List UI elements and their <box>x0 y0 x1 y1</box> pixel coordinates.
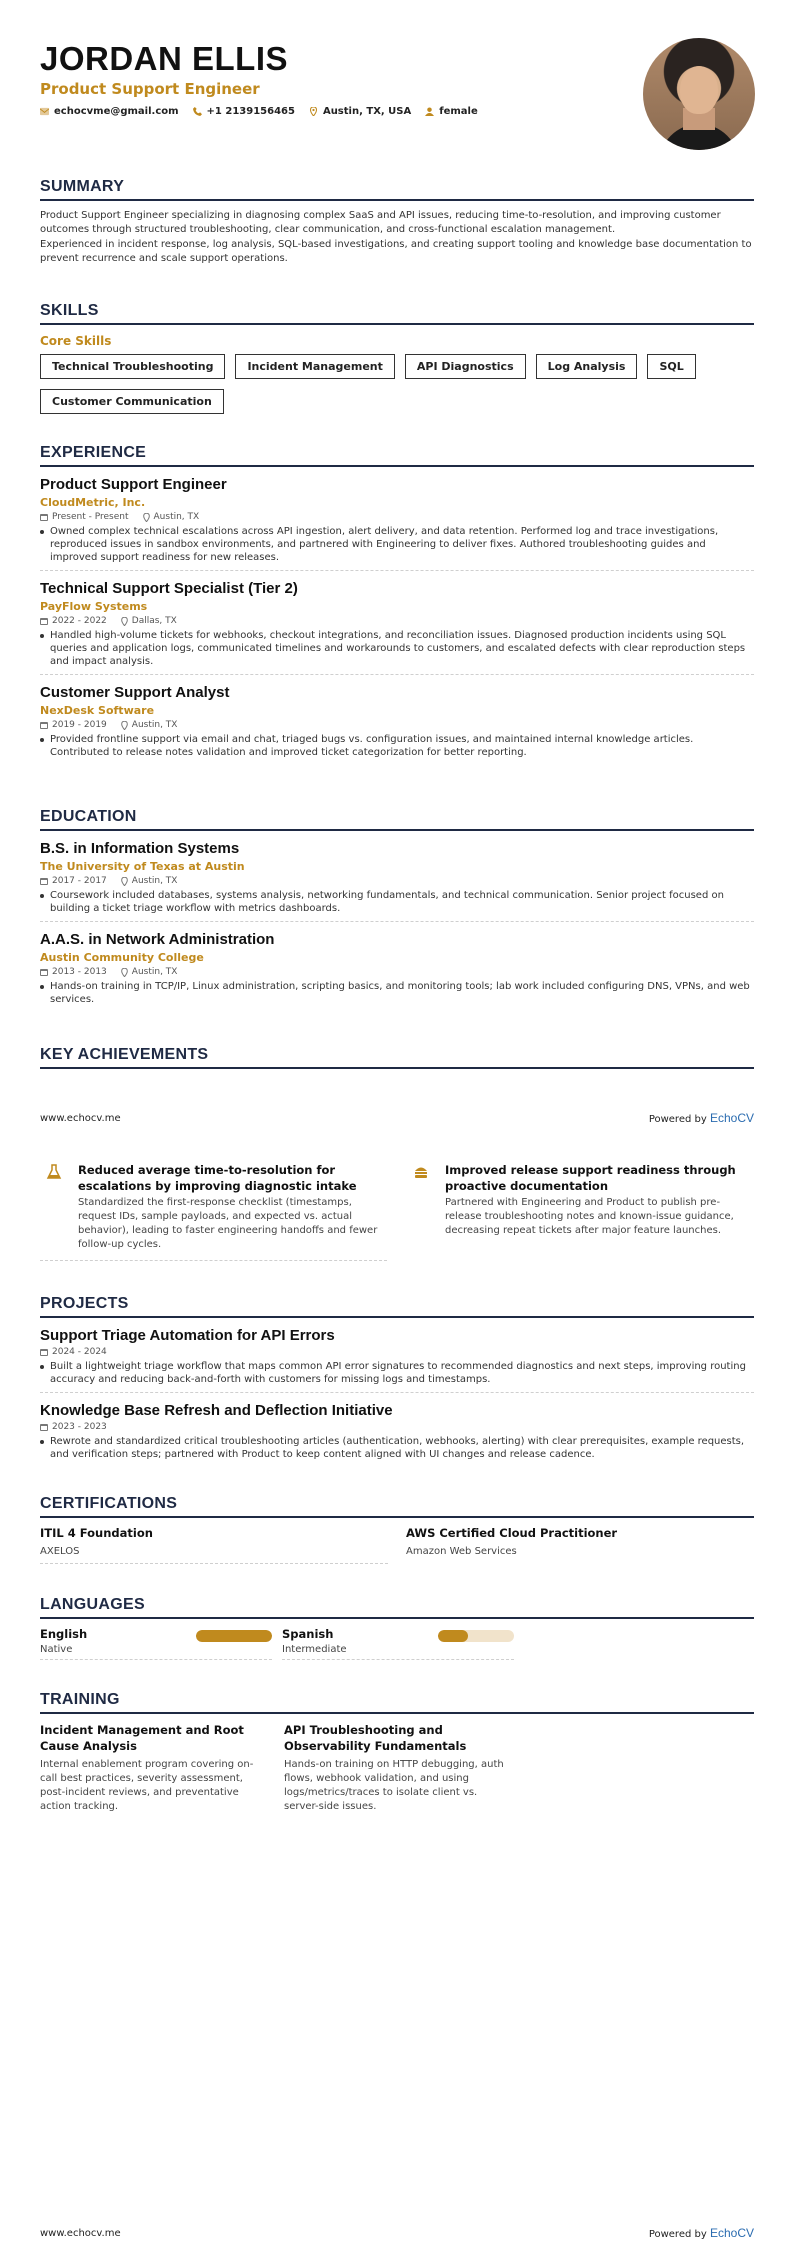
experience-bullet-text: Handled high-volume tickets for webhooks, checkout integrations, and reconciliation issues. Diagnosed production incidents using SQL queries and application logs, communicated timelines and workarounds to customers, and escalated defects with clear reproduction steps and impact analysis. <box>50 630 746 667</box>
achievements-grid <box>40 1156 754 1261</box>
training-item <box>40 1722 268 1814</box>
experience-title: Technical Support Specialist (Tier 2) <box>40 580 298 597</box>
languages-grid <box>40 1627 754 1660</box>
project-bullet <box>40 1360 754 1386</box>
skill-tags <box>40 354 754 414</box>
footer-powered-2: Powered by EchoCV <box>648 2226 754 2240</box>
bullet-dot <box>40 985 44 989</box>
education-list <box>40 840 754 1012</box>
language-level: Intermediate <box>282 1644 347 1655</box>
map-pin-icon <box>309 107 318 116</box>
contact-row <box>40 106 640 117</box>
project-dates-text: 2024 - 2024 <box>52 1347 107 1357</box>
achievement-description: Standardized the first-response checklist (timestamps, request IDs, sample payloads, and expected vs. actual behavior), leading to faster engineering handoffs and fewer follow-up cycles. <box>78 1197 378 1250</box>
achievement-text <box>445 1162 754 1253</box>
experience-location-text: Austin, TX <box>131 720 178 730</box>
experience-dates-text: 2019 - 2019 <box>52 720 107 730</box>
project-dates-text: 2023 - 2023 <box>52 1422 107 1432</box>
experience-bullet <box>40 733 754 759</box>
education-title: A.A.S. in Network Administration <box>40 931 275 948</box>
calendar-icon <box>40 877 48 885</box>
language-text <box>282 1627 347 1655</box>
experience-title: Product Support Engineer <box>40 476 227 493</box>
proficiency-bar <box>438 1630 514 1642</box>
bullet-dot <box>40 634 44 638</box>
skill-tag: Technical Troubleshooting <box>40 354 225 379</box>
project-meta <box>40 1422 754 1432</box>
education-location-text: Austin, TX <box>131 967 178 977</box>
project-title: Knowledge Base Refresh and Deflection Initiative <box>40 1402 393 1419</box>
achievement-text <box>78 1162 387 1252</box>
certifications-grid <box>40 1526 754 1564</box>
map-pin-icon <box>143 513 150 522</box>
bullet-dot <box>40 1440 44 1444</box>
education-dates-text: 2017 - 2017 <box>52 876 107 886</box>
experience-bullet <box>40 629 754 668</box>
location-text: Austin, TX, USA <box>322 106 412 117</box>
bullet-dot <box>40 1365 44 1369</box>
phone-contact[interactable] <box>193 106 295 117</box>
phone-text: +1 2139156465 <box>206 106 295 117</box>
education-location-text: Austin, TX <box>131 876 178 886</box>
calendar-icon <box>40 1423 48 1431</box>
languages-heading: LANGUAGES <box>40 1596 754 1619</box>
project-title: Support Triage Automation for API Errors <box>40 1327 335 1344</box>
page-footer-2 <box>40 2226 754 2240</box>
language-item <box>40 1627 272 1660</box>
education-heading: EDUCATION <box>40 808 754 831</box>
languages-section <box>40 1596 754 1660</box>
footer-powered: Powered by EchoCV <box>648 1111 754 1125</box>
experience-organization: PayFlow Systems <box>40 600 148 613</box>
bullet-dot <box>40 530 44 534</box>
skill-tag: API Diagnostics <box>405 354 526 379</box>
envelope-icon <box>40 107 49 116</box>
education-dates-text: 2013 - 2013 <box>52 967 107 977</box>
skills-section <box>40 302 754 414</box>
footer-site[interactable]: www.echocv.me <box>40 1112 121 1124</box>
gender-contact <box>425 106 478 117</box>
gender-text: female <box>439 106 478 117</box>
certifications-section <box>40 1495 754 1564</box>
skill-tag: Customer Communication <box>40 389 224 414</box>
education-location <box>121 876 178 886</box>
summary-paragraph-1: Product Support Engineer specializing in diagnosing complex SaaS and API issues, reducing time-to-resolution, and improving customer outcomes through structured troubleshooting, clear communication, and cross-functional escalation management. <box>40 210 721 235</box>
certification-title: ITIL 4 Foundation <box>40 1526 153 1540</box>
achievements-section <box>40 1046 754 1069</box>
experience-location <box>121 720 178 730</box>
project-dates <box>40 1422 107 1432</box>
calendar-icon <box>40 968 48 976</box>
education-section <box>40 808 754 1012</box>
training-description: Hands-on training on HTTP debugging, auth flows, webhook validation, and using logs/metrics/traces to isolate client vs. server-side issues. <box>284 1759 504 1812</box>
footer-brand[interactable]: EchoCV <box>709 1111 754 1125</box>
education-bullet <box>40 980 754 1006</box>
project-bullet <box>40 1435 754 1461</box>
experience-section <box>40 444 754 765</box>
calendar-icon <box>40 721 48 729</box>
burger-icon <box>413 1162 433 1253</box>
proficiency-fill <box>196 1630 272 1642</box>
language-item <box>282 1627 514 1660</box>
experience-location <box>143 512 200 522</box>
projects-section <box>40 1295 754 1467</box>
experience-bullet-text: Provided frontline support via email and chat, triaged bugs vs. configuration issues, and maintained internal knowledge articles. Contributed to release notes validation and improved ticket categorization for better reporting. <box>50 734 694 758</box>
candidate-name: JORDAN ELLIS <box>40 40 289 77</box>
profile-photo <box>643 38 755 150</box>
calendar-icon <box>40 617 48 625</box>
achievement-title: Improved release support readiness through proactive documentation <box>445 1163 736 1193</box>
experience-title: Customer Support Analyst <box>40 684 230 701</box>
experience-heading: EXPERIENCE <box>40 444 754 467</box>
experience-dates <box>40 512 129 522</box>
projects-heading: PROJECTS <box>40 1295 754 1318</box>
language-text <box>40 1627 87 1655</box>
education-organization: Austin Community College <box>40 951 204 964</box>
proficiency-bar <box>196 1630 272 1642</box>
certification-issuer: Amazon Web Services <box>406 1546 517 1557</box>
proficiency-fill <box>438 1630 468 1642</box>
education-dates <box>40 876 107 886</box>
email-contact[interactable] <box>40 106 179 117</box>
experience-entry <box>40 476 754 571</box>
map-pin-icon <box>121 968 128 977</box>
bullet-dot <box>40 894 44 898</box>
experience-dates-text: 2022 - 2022 <box>52 616 107 626</box>
education-organization: The University of Texas at Austin <box>40 860 245 873</box>
education-meta <box>40 967 754 977</box>
experience-meta <box>40 616 754 626</box>
education-entry <box>40 931 754 1012</box>
education-title: B.S. in Information Systems <box>40 840 240 857</box>
calendar-icon <box>40 1348 48 1356</box>
achievement-card <box>407 1156 754 1261</box>
language-level: Native <box>40 1644 73 1655</box>
project-dates <box>40 1347 107 1357</box>
training-title: Incident Management and Root Cause Analysis <box>40 1723 244 1753</box>
project-entry <box>40 1327 754 1393</box>
experience-dates-text: Present - Present <box>52 512 129 522</box>
skill-tag: Log Analysis <box>536 354 638 379</box>
language-name: English <box>40 1627 88 1641</box>
experience-dates <box>40 720 107 730</box>
person-icon <box>425 107 434 116</box>
certifications-heading: CERTIFICATIONS <box>40 1495 754 1518</box>
footer-site-2[interactable]: www.echocv.me <box>40 2227 121 2239</box>
experience-meta <box>40 512 754 522</box>
map-pin-icon <box>121 617 128 626</box>
certification-issuer: AXELOS <box>40 1546 80 1557</box>
bullet-dot <box>40 738 44 742</box>
achievement-card <box>40 1156 387 1261</box>
achievement-title: Reduced average time-to-resolution for escalations by improving diagnostic intake <box>78 1163 357 1193</box>
training-description: Internal enablement program covering on-call best practices, severity assessment, post-incident reviews, and preventative action tracking. <box>40 1759 254 1812</box>
achievement-description: Partnered with Engineering and Product to publish pre-release troubleshooting notes and known-issue guidance, decreasing repeat tickets after major feature launches. <box>445 1197 734 1236</box>
project-meta <box>40 1347 754 1357</box>
experience-organization: NexDesk Software <box>40 704 155 717</box>
education-entry <box>40 840 754 922</box>
project-entry <box>40 1402 754 1467</box>
experience-list <box>40 476 754 765</box>
skill-tag: SQL <box>647 354 695 379</box>
certification-card <box>406 1526 754 1564</box>
phone-icon <box>193 107 202 116</box>
experience-entry <box>40 684 754 765</box>
achievements-grid-wrap <box>40 1156 754 1261</box>
language-name: Spanish <box>282 1627 334 1641</box>
training-section <box>40 1691 754 1814</box>
certification-title: AWS Certified Cloud Practitioner <box>406 1526 618 1540</box>
email-text: echocvme@gmail.com <box>54 106 179 117</box>
summary-paragraph-2: Experienced in incident response, log analysis, SQL-based investigations, and creating support tooling and knowledge base documentation to prevent recurrence and scale support operations. <box>40 239 752 264</box>
summary-heading: SUMMARY <box>40 178 754 201</box>
experience-bullet-text: Owned complex technical escalations across API ingestion, alert delivery, and data retention. Performed log and trace investigations, reproduced issues in sandbox environments, and partnered with Engineering to deliver fixes. Authored troubleshooting guides and improved support readiness for new releases. <box>50 526 719 563</box>
project-bullet-text: Rewrote and standardized critical troubleshooting articles (authentication, webhooks, alerting) with clear prerequisites, example requests, and verification steps; partnered with Product to keep content aligned with UI changes and release cadence. <box>50 1436 745 1460</box>
resume-header <box>40 40 640 117</box>
training-grid <box>40 1722 754 1814</box>
experience-location-text: Austin, TX <box>153 512 200 522</box>
skills-group-label: Core Skills <box>40 334 112 348</box>
education-meta <box>40 876 754 886</box>
certification-card <box>40 1526 388 1564</box>
training-title: API Troubleshooting and Observability Fundamentals <box>284 1723 467 1753</box>
experience-meta <box>40 720 754 730</box>
skills-heading: SKILLS <box>40 302 754 325</box>
calendar-icon <box>40 513 48 521</box>
training-item <box>284 1722 512 1814</box>
experience-location-text: Dallas, TX <box>131 616 177 626</box>
education-location <box>121 967 178 977</box>
education-bullet <box>40 889 754 915</box>
page-footer-1 <box>40 1111 754 1125</box>
candidate-role: Product Support Engineer <box>40 80 260 98</box>
projects-list <box>40 1327 754 1467</box>
location-contact <box>309 106 411 117</box>
experience-entry <box>40 580 754 675</box>
education-bullet-text: Hands-on training in TCP/IP, Linux administration, scripting basics, and monitoring tools; lab work included configuring DNS, VPNs, and web services. <box>50 981 750 1005</box>
flask-icon <box>46 1162 66 1252</box>
education-dates <box>40 967 107 977</box>
map-pin-icon <box>121 877 128 886</box>
achievements-heading: KEY ACHIEVEMENTS <box>40 1046 754 1069</box>
summary-section <box>40 178 754 266</box>
project-bullet-text: Built a lightweight triage workflow that maps common API error signatures to recommended diagnostics and next steps, improving routing accuracy and reducing back-and-forth with customers for missing logs and timestamps. <box>50 1361 746 1385</box>
experience-dates <box>40 616 107 626</box>
skill-tag: Incident Management <box>235 354 394 379</box>
training-heading: TRAINING <box>40 1691 754 1714</box>
experience-organization: CloudMetric, Inc. <box>40 496 146 509</box>
experience-location <box>121 616 177 626</box>
education-bullet-text: Coursework included databases, systems analysis, networking fundamentals, and technical communication. Senior project focused on building a ticket triage workflow with metrics dashboards. <box>50 890 724 914</box>
footer-brand-2[interactable]: EchoCV <box>709 2226 754 2240</box>
experience-bullet <box>40 525 754 564</box>
map-pin-icon <box>121 721 128 730</box>
